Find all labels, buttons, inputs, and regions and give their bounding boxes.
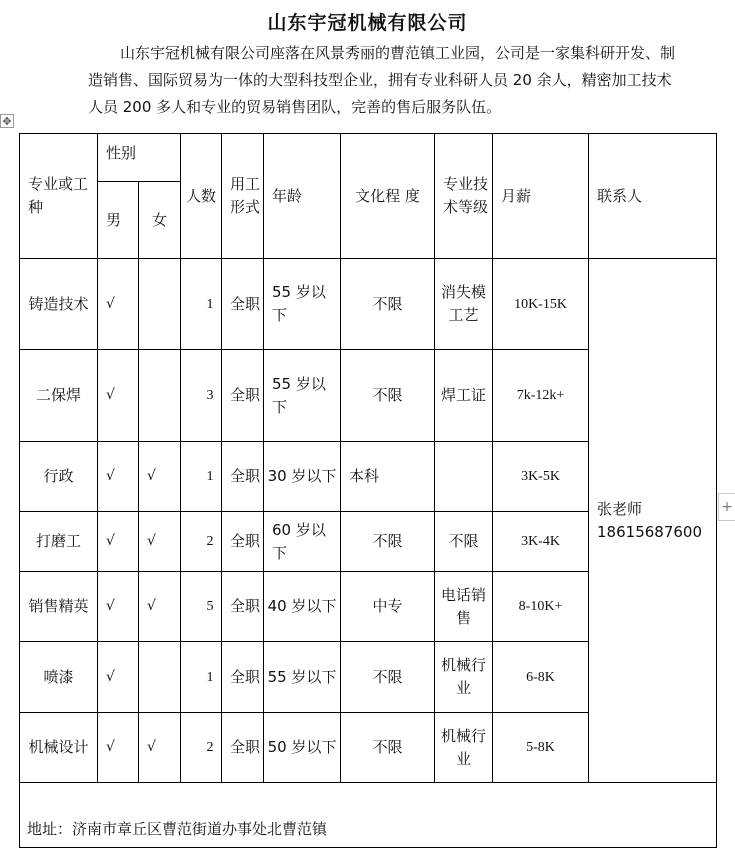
cell-count: 1: [181, 442, 222, 512]
cell-female: √: [139, 713, 181, 783]
cell-education: 不限: [341, 512, 435, 572]
jobs-table: [19, 133, 717, 848]
header-age: 年龄: [264, 134, 341, 259]
cell-male: √: [98, 572, 139, 642]
cell-specialty: 行政: [20, 442, 98, 512]
cell-specialty: 喷漆: [20, 642, 98, 713]
cell-type: 全职: [222, 572, 264, 642]
cell-education: 不限: [341, 259, 435, 350]
plus-icon[interactable]: +: [718, 493, 735, 521]
cell-count: 2: [181, 512, 222, 572]
cell-specialty: 打磨工: [20, 512, 98, 572]
cell-count: 3: [181, 350, 222, 442]
cell-type: 全职: [222, 350, 264, 442]
cell-female: [139, 350, 181, 442]
cell-salary: 7k-12k+: [493, 350, 589, 442]
header-specialty: 专业或工种: [20, 134, 98, 259]
address-text: 地址：济南市章丘区曹范街道办事处北曹范镇: [27, 820, 328, 838]
cell-age: 55 岁以下: [264, 259, 341, 350]
cell-male: √: [98, 350, 139, 442]
cell-education: 不限: [341, 642, 435, 713]
address-row: [20, 783, 717, 848]
address-cell: [20, 783, 717, 848]
header-employment-type: 用工形式: [222, 134, 264, 259]
cell-count: 5: [181, 572, 222, 642]
cell-type: 全职: [222, 442, 264, 512]
cell-specialty: 机械设计: [20, 713, 98, 783]
cell-age: 55 岁以下: [264, 642, 341, 713]
cell-specialty: 铸造技术: [20, 259, 98, 350]
cell-age: 30 岁以下: [264, 442, 341, 512]
cell-female: √: [139, 512, 181, 572]
cell-male: √: [98, 512, 139, 572]
cell-tech: 消失模工艺: [435, 259, 493, 350]
cell-tech: 不限: [435, 512, 493, 572]
cell-salary: 10K-15K: [493, 259, 589, 350]
cell-salary: 3K-4K: [493, 512, 589, 572]
cell-education: 不限: [341, 350, 435, 442]
cell-tech: 焊工证: [435, 350, 493, 442]
cell-tech: 机械行业: [435, 642, 493, 713]
cell-salary: 6-8K: [493, 642, 589, 713]
cell-male: √: [98, 442, 139, 512]
cell-age: 50 岁以下: [264, 713, 341, 783]
header-gender: 性别: [98, 134, 181, 182]
cell-count: 1: [181, 642, 222, 713]
contact-phone: 18615687600: [597, 522, 702, 541]
contact-cell: [589, 259, 717, 783]
header-salary: 月薪: [493, 134, 589, 259]
cell-type: 全职: [222, 713, 264, 783]
table-row: [20, 259, 717, 350]
cell-male: √: [98, 642, 139, 713]
cell-female: √: [139, 442, 181, 512]
page-title: 山东宇冠机械有限公司: [267, 12, 468, 34]
cell-tech: 机械行业: [435, 713, 493, 783]
header-tech-level: 专业技术等级: [435, 134, 493, 259]
cell-education: 中专: [341, 572, 435, 642]
cell-age: 60 岁以下: [264, 512, 341, 572]
move-handle-icon[interactable]: ✥: [0, 114, 14, 128]
cell-tech: [435, 442, 493, 512]
header-male: 男: [98, 182, 139, 259]
cell-type: 全职: [222, 259, 264, 350]
intro-paragraph: 山东宇冠机械有限公司座落在风景秀丽的曹范镇工业园，公司是一家集科研开发、制造销售、国际贸易为一体的大型科技型企业，拥有专业科研人员 20 余人，精密加工技术人员 200 多人和专业的贸易销售团队，完善的售后服务队伍。: [88, 44, 676, 116]
cell-count: 1: [181, 259, 222, 350]
cell-age: 40 岁以下: [264, 572, 341, 642]
cell-female: [139, 642, 181, 713]
cell-salary: 3K-5K: [493, 442, 589, 512]
cell-salary: 8-10K+: [493, 572, 589, 642]
cell-count: 2: [181, 713, 222, 783]
cell-female: √: [139, 572, 181, 642]
contact-name: 张老师: [597, 499, 643, 518]
header-count: 人数: [181, 134, 222, 259]
cell-type: 全职: [222, 642, 264, 713]
header-contact: 联系人: [589, 134, 717, 259]
cell-specialty: 二保焊: [20, 350, 98, 442]
header-education: 文化程 度: [341, 134, 435, 259]
company-intro: [88, 40, 678, 121]
cell-male: √: [98, 259, 139, 350]
cell-tech: 电话销售: [435, 572, 493, 642]
cell-male: √: [98, 713, 139, 783]
cell-education: 不限: [341, 713, 435, 783]
header-female: 女: [139, 182, 181, 259]
cell-female: [139, 259, 181, 350]
cell-specialty: 销售精英: [20, 572, 98, 642]
cell-salary: 5-8K: [493, 713, 589, 783]
cell-education: 本科: [341, 442, 435, 512]
cell-age: 55 岁以下: [264, 350, 341, 442]
cell-type: 全职: [222, 512, 264, 572]
